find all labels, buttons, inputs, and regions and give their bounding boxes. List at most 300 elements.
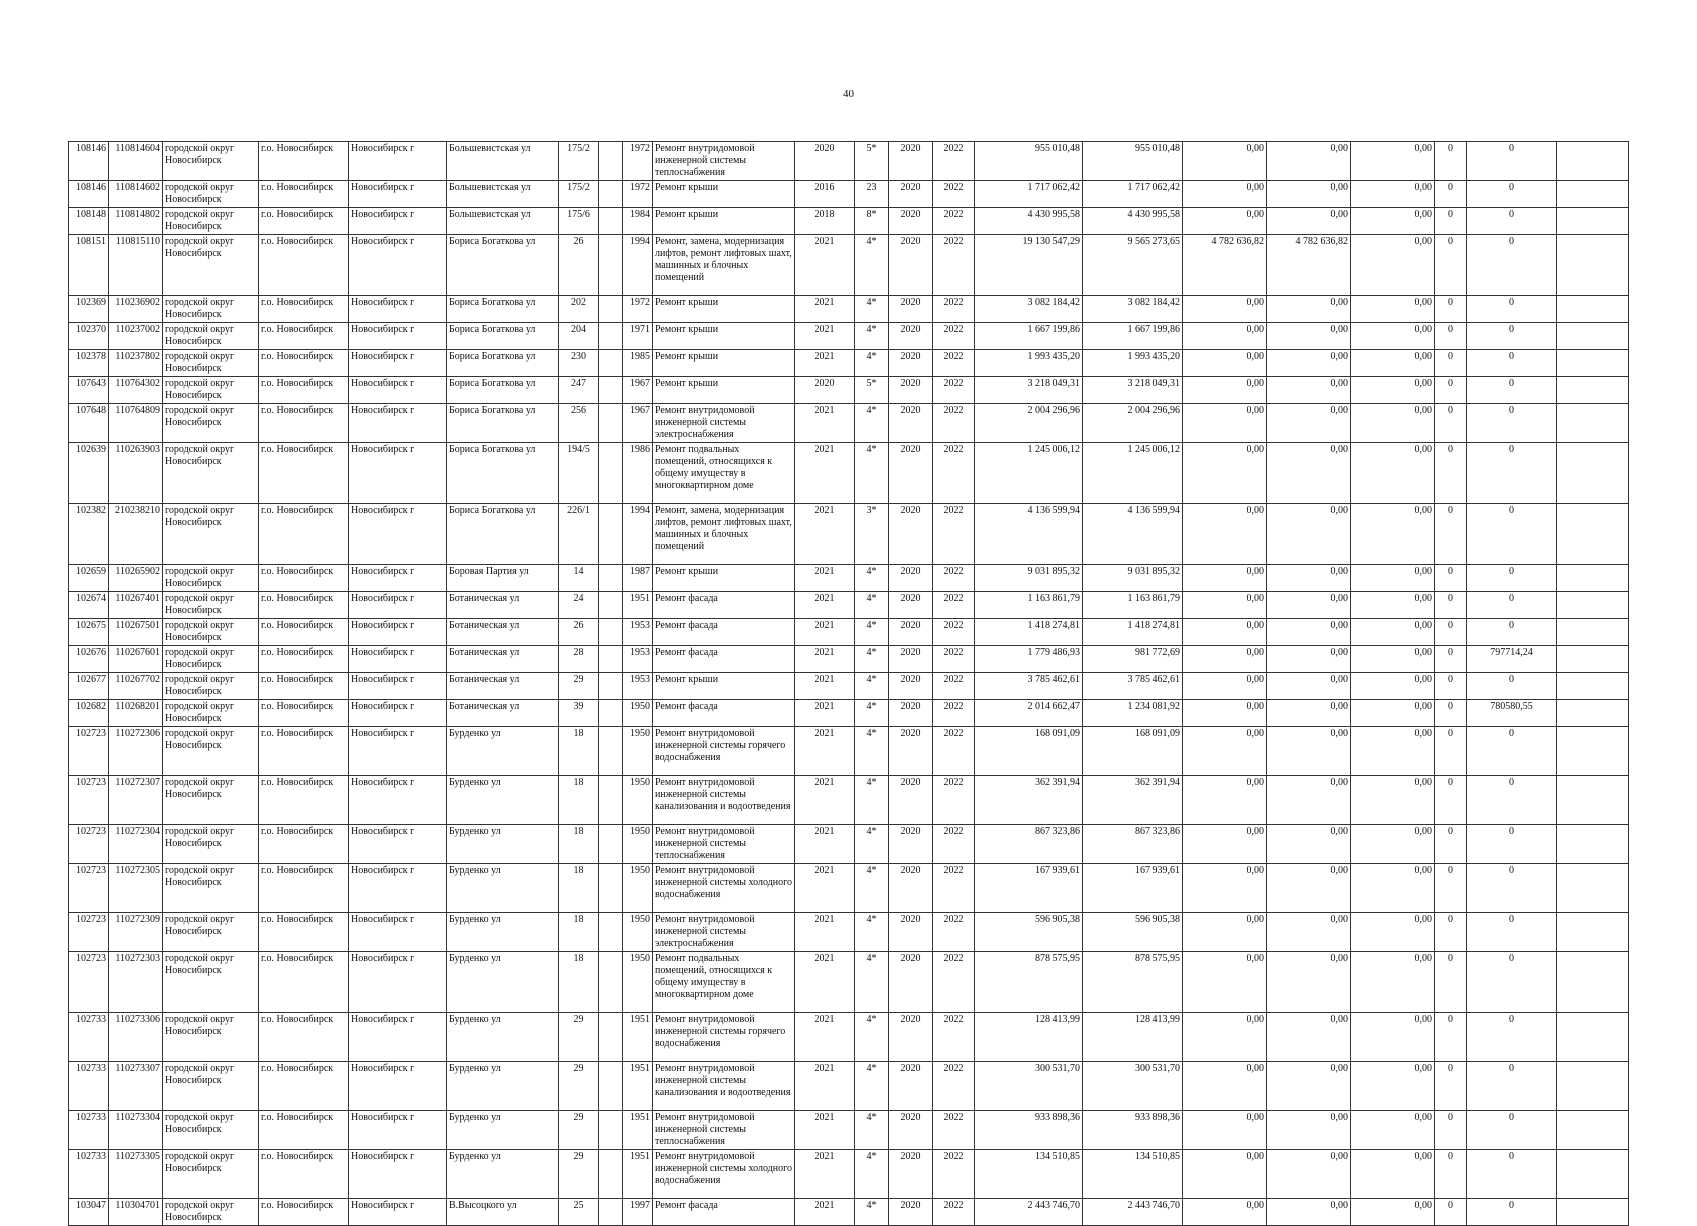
row-extra <box>599 296 623 323</box>
row-end-year: 2022 <box>933 1111 975 1150</box>
row-house: 24 <box>559 592 599 619</box>
row-settlement: г.о. Новосибирск <box>259 952 349 1013</box>
row-year: 1972 <box>623 142 653 181</box>
row-code: 110272304 <box>109 825 163 864</box>
row-district: городской округ Новосибирск <box>163 181 259 208</box>
row-subsidy-2: 0,00 <box>1267 565 1351 592</box>
row-fund-cost: 362 391,94 <box>1083 776 1183 825</box>
row-subsidy-4: 0 <box>1435 1111 1467 1150</box>
row-district: городской округ Новосибирск <box>163 1111 259 1150</box>
row-fund-cost: 3 082 184,42 <box>1083 296 1183 323</box>
row-house: 29 <box>559 1062 599 1111</box>
row-street: Большевистская ул <box>447 181 559 208</box>
row-subsidy-4: 0 <box>1435 350 1467 377</box>
row-id: 108151 <box>69 235 109 296</box>
row-plan-year: 2021 <box>795 592 855 619</box>
table-row <box>69 443 1629 504</box>
row-district: городской округ Новосибирск <box>163 377 259 404</box>
row-house: 226/1 <box>559 504 599 565</box>
row-owner-funds: 0 <box>1467 1013 1557 1062</box>
row-settlement: г.о. Новосибирск <box>259 1062 349 1111</box>
row-house: 25 <box>559 1199 599 1226</box>
repair-program-table <box>68 141 1629 1226</box>
row-work: Ремонт фасада <box>653 1199 795 1226</box>
row-fund-cost: 9 565 273,65 <box>1083 235 1183 296</box>
row-settlement: г.о. Новосибирск <box>259 208 349 235</box>
row-note <box>1557 350 1629 377</box>
row-settlement: г.о. Новосибирск <box>259 296 349 323</box>
table-row <box>69 646 1629 673</box>
row-district: городской округ Новосибирск <box>163 565 259 592</box>
row-year: 1953 <box>623 619 653 646</box>
row-subsidy-3: 0,00 <box>1351 1199 1435 1226</box>
row-note <box>1557 181 1629 208</box>
row-city: Новосибирск г <box>349 825 447 864</box>
row-work: Ремонт фасада <box>653 646 795 673</box>
row-owner-funds: 0 <box>1467 443 1557 504</box>
row-street: Бориса Богаткова ул <box>447 443 559 504</box>
row-total-cost: 300 531,70 <box>975 1062 1083 1111</box>
row-fund-cost: 867 323,86 <box>1083 825 1183 864</box>
row-city: Новосибирск г <box>349 565 447 592</box>
table-row <box>69 619 1629 646</box>
row-work: Ремонт внутридомовой инженерной системы теплоснабжения <box>653 825 795 864</box>
row-house: 29 <box>559 1111 599 1150</box>
row-street: Бориса Богаткова ул <box>447 323 559 350</box>
row-work: Ремонт крыши <box>653 296 795 323</box>
row-code: 110272305 <box>109 864 163 913</box>
row-fund-cost: 2 443 746,70 <box>1083 1199 1183 1226</box>
row-extra <box>599 323 623 350</box>
table-row <box>69 776 1629 825</box>
row-extra <box>599 142 623 181</box>
row-end-year: 2022 <box>933 1062 975 1111</box>
row-end-year: 2022 <box>933 504 975 565</box>
row-id: 102674 <box>69 592 109 619</box>
row-id: 108146 <box>69 142 109 181</box>
table-row <box>69 1013 1629 1062</box>
row-district: городской округ Новосибирск <box>163 235 259 296</box>
row-note <box>1557 404 1629 443</box>
row-extra <box>599 619 623 646</box>
row-total-cost: 1 667 199,86 <box>975 323 1083 350</box>
row-extra <box>599 443 623 504</box>
row-end-year: 2022 <box>933 913 975 952</box>
row-house: 26 <box>559 619 599 646</box>
row-code: 110814604 <box>109 142 163 181</box>
row-subsidy-1: 0,00 <box>1183 323 1267 350</box>
row-subsidy-1: 0,00 <box>1183 952 1267 1013</box>
row-extra <box>599 350 623 377</box>
row-code: 110815110 <box>109 235 163 296</box>
row-subsidy-3: 0,00 <box>1351 443 1435 504</box>
row-district: городской округ Новосибирск <box>163 1199 259 1226</box>
row-city: Новосибирск г <box>349 323 447 350</box>
row-extra <box>599 377 623 404</box>
row-start-year: 2020 <box>889 727 933 776</box>
row-settlement: г.о. Новосибирск <box>259 776 349 825</box>
row-end-year: 2022 <box>933 377 975 404</box>
row-city: Новосибирск г <box>349 350 447 377</box>
row-note <box>1557 864 1629 913</box>
row-note <box>1557 1150 1629 1199</box>
row-category: 4* <box>855 1150 889 1199</box>
row-fund-cost: 167 939,61 <box>1083 864 1183 913</box>
row-end-year: 2022 <box>933 404 975 443</box>
row-category: 4* <box>855 727 889 776</box>
row-category: 4* <box>855 350 889 377</box>
row-code: 110267702 <box>109 673 163 700</box>
row-subsidy-2: 0,00 <box>1267 404 1351 443</box>
row-subsidy-2: 0,00 <box>1267 377 1351 404</box>
row-district: городской округ Новосибирск <box>163 1013 259 1062</box>
row-extra <box>599 646 623 673</box>
row-extra <box>599 825 623 864</box>
row-category: 4* <box>855 825 889 864</box>
row-house: 14 <box>559 565 599 592</box>
row-subsidy-4: 0 <box>1435 142 1467 181</box>
row-year: 1986 <box>623 443 653 504</box>
row-category: 4* <box>855 565 889 592</box>
row-plan-year: 2021 <box>795 952 855 1013</box>
row-category: 4* <box>855 592 889 619</box>
row-work: Ремонт фасада <box>653 619 795 646</box>
table-row <box>69 1199 1629 1226</box>
table-row <box>69 673 1629 700</box>
row-subsidy-3: 0,00 <box>1351 619 1435 646</box>
row-work: Ремонт подвальных помещений, относящихся к общему имуществу в многоквартирном доме <box>653 443 795 504</box>
row-category: 4* <box>855 323 889 350</box>
row-code: 110272306 <box>109 727 163 776</box>
row-year: 1972 <box>623 181 653 208</box>
row-fund-cost: 4 430 995,58 <box>1083 208 1183 235</box>
row-subsidy-3: 0,00 <box>1351 776 1435 825</box>
row-city: Новосибирск г <box>349 700 447 727</box>
row-code: 110764302 <box>109 377 163 404</box>
table-row <box>69 864 1629 913</box>
row-total-cost: 2 443 746,70 <box>975 1199 1083 1226</box>
row-subsidy-3: 0,00 <box>1351 208 1435 235</box>
row-subsidy-2: 0,00 <box>1267 776 1351 825</box>
row-note <box>1557 619 1629 646</box>
row-subsidy-4: 0 <box>1435 727 1467 776</box>
row-year: 1972 <box>623 296 653 323</box>
row-settlement: г.о. Новосибирск <box>259 235 349 296</box>
row-district: городской округ Новосибирск <box>163 443 259 504</box>
row-subsidy-4: 0 <box>1435 1150 1467 1199</box>
row-code: 210238210 <box>109 504 163 565</box>
row-city: Новосибирск г <box>349 727 447 776</box>
row-code: 110273307 <box>109 1062 163 1111</box>
row-district: городской округ Новосибирск <box>163 592 259 619</box>
row-id: 108146 <box>69 181 109 208</box>
row-subsidy-1: 0,00 <box>1183 1111 1267 1150</box>
row-city: Новосибирск г <box>349 142 447 181</box>
row-city: Новосибирск г <box>349 1062 447 1111</box>
row-street: Бориса Богаткова ул <box>447 296 559 323</box>
row-subsidy-1: 0,00 <box>1183 377 1267 404</box>
row-subsidy-1: 0,00 <box>1183 296 1267 323</box>
row-district: городской округ Новосибирск <box>163 825 259 864</box>
row-owner-funds: 0 <box>1467 235 1557 296</box>
row-house: 18 <box>559 952 599 1013</box>
row-subsidy-2: 0,00 <box>1267 1062 1351 1111</box>
row-id: 102369 <box>69 296 109 323</box>
row-fund-cost: 1 163 861,79 <box>1083 592 1183 619</box>
row-start-year: 2020 <box>889 592 933 619</box>
row-fund-cost: 955 010,48 <box>1083 142 1183 181</box>
row-end-year: 2022 <box>933 1013 975 1062</box>
row-id: 102370 <box>69 323 109 350</box>
row-plan-year: 2021 <box>795 825 855 864</box>
row-code: 110272303 <box>109 952 163 1013</box>
row-owner-funds: 0 <box>1467 142 1557 181</box>
row-fund-cost: 596 905,38 <box>1083 913 1183 952</box>
row-category: 5* <box>855 142 889 181</box>
row-total-cost: 128 413,99 <box>975 1013 1083 1062</box>
row-street: Бурденко ул <box>447 1150 559 1199</box>
row-subsidy-2: 0,00 <box>1267 443 1351 504</box>
row-work: Ремонт внутридомовой инженерной системы холодного водоснабжения <box>653 1150 795 1199</box>
row-total-cost: 1 245 006,12 <box>975 443 1083 504</box>
row-id: 102723 <box>69 727 109 776</box>
row-plan-year: 2021 <box>795 1111 855 1150</box>
row-total-cost: 878 575,95 <box>975 952 1083 1013</box>
row-id: 102733 <box>69 1013 109 1062</box>
row-district: городской округ Новосибирск <box>163 323 259 350</box>
row-subsidy-1: 0,00 <box>1183 1013 1267 1062</box>
row-street: Ботаническая ул <box>447 619 559 646</box>
row-id: 102723 <box>69 864 109 913</box>
row-subsidy-2: 0,00 <box>1267 646 1351 673</box>
row-owner-funds: 0 <box>1467 825 1557 864</box>
row-end-year: 2022 <box>933 776 975 825</box>
row-owner-funds: 0 <box>1467 1150 1557 1199</box>
row-extra <box>599 404 623 443</box>
row-street: Бориса Богаткова ул <box>447 377 559 404</box>
row-subsidy-1: 0,00 <box>1183 565 1267 592</box>
row-end-year: 2022 <box>933 181 975 208</box>
row-street: Бурденко ул <box>447 1013 559 1062</box>
row-fund-cost: 2 004 296,96 <box>1083 404 1183 443</box>
row-district: городской округ Новосибирск <box>163 208 259 235</box>
table-row <box>69 377 1629 404</box>
row-note <box>1557 1062 1629 1111</box>
row-district: городской округ Новосибирск <box>163 913 259 952</box>
row-subsidy-1: 0,00 <box>1183 1199 1267 1226</box>
row-category: 4* <box>855 673 889 700</box>
table-row <box>69 181 1629 208</box>
row-subsidy-1: 0,00 <box>1183 864 1267 913</box>
row-subsidy-3: 0,00 <box>1351 504 1435 565</box>
row-settlement: г.о. Новосибирск <box>259 350 349 377</box>
row-id: 107643 <box>69 377 109 404</box>
row-subsidy-4: 0 <box>1435 1013 1467 1062</box>
row-start-year: 2020 <box>889 1150 933 1199</box>
row-settlement: г.о. Новосибирск <box>259 673 349 700</box>
row-settlement: г.о. Новосибирск <box>259 646 349 673</box>
row-end-year: 2022 <box>933 825 975 864</box>
row-house: 29 <box>559 1013 599 1062</box>
row-fund-cost: 4 136 599,94 <box>1083 504 1183 565</box>
row-total-cost: 362 391,94 <box>975 776 1083 825</box>
table-row <box>69 350 1629 377</box>
row-category: 4* <box>855 776 889 825</box>
row-house: 204 <box>559 323 599 350</box>
row-street: Боровая Партия ул <box>447 565 559 592</box>
row-year: 1950 <box>623 825 653 864</box>
row-category: 5* <box>855 377 889 404</box>
row-district: городской округ Новосибирск <box>163 619 259 646</box>
row-start-year: 2020 <box>889 350 933 377</box>
row-settlement: г.о. Новосибирск <box>259 913 349 952</box>
row-subsidy-2: 0,00 <box>1267 619 1351 646</box>
row-subsidy-1: 0,00 <box>1183 504 1267 565</box>
row-plan-year: 2021 <box>795 1199 855 1226</box>
row-start-year: 2020 <box>889 776 933 825</box>
row-extra <box>599 235 623 296</box>
row-street: Ботаническая ул <box>447 700 559 727</box>
row-district: городской округ Новосибирск <box>163 646 259 673</box>
row-fund-cost: 1 667 199,86 <box>1083 323 1183 350</box>
row-fund-cost: 1 245 006,12 <box>1083 443 1183 504</box>
row-category: 4* <box>855 913 889 952</box>
row-note <box>1557 592 1629 619</box>
row-end-year: 2022 <box>933 619 975 646</box>
row-category: 4* <box>855 952 889 1013</box>
row-plan-year: 2021 <box>795 646 855 673</box>
row-total-cost: 867 323,86 <box>975 825 1083 864</box>
row-note <box>1557 1013 1629 1062</box>
row-year: 1985 <box>623 350 653 377</box>
row-year: 1953 <box>623 673 653 700</box>
row-total-cost: 2 014 662,47 <box>975 700 1083 727</box>
row-subsidy-1: 0,00 <box>1183 350 1267 377</box>
row-plan-year: 2021 <box>795 323 855 350</box>
row-extra <box>599 673 623 700</box>
row-subsidy-2: 4 782 636,82 <box>1267 235 1351 296</box>
row-plan-year: 2016 <box>795 181 855 208</box>
row-plan-year: 2021 <box>795 700 855 727</box>
row-subsidy-3: 0,00 <box>1351 323 1435 350</box>
row-city: Новосибирск г <box>349 504 447 565</box>
row-owner-funds: 0 <box>1467 727 1557 776</box>
row-note <box>1557 700 1629 727</box>
row-start-year: 2020 <box>889 913 933 952</box>
row-code: 110273306 <box>109 1013 163 1062</box>
row-plan-year: 2021 <box>795 776 855 825</box>
row-end-year: 2022 <box>933 1150 975 1199</box>
row-subsidy-3: 0,00 <box>1351 350 1435 377</box>
row-subsidy-3: 0,00 <box>1351 296 1435 323</box>
row-work: Ремонт крыши <box>653 377 795 404</box>
row-start-year: 2020 <box>889 825 933 864</box>
row-id: 102723 <box>69 913 109 952</box>
row-id: 102675 <box>69 619 109 646</box>
row-subsidy-1: 0,00 <box>1183 1062 1267 1111</box>
row-category: 4* <box>855 1199 889 1226</box>
row-subsidy-4: 0 <box>1435 208 1467 235</box>
row-district: городской округ Новосибирск <box>163 864 259 913</box>
row-work: Ремонт внутридомовой инженерной системы горячего водоснабжения <box>653 727 795 776</box>
row-code: 110237002 <box>109 323 163 350</box>
table-row <box>69 142 1629 181</box>
row-house: 26 <box>559 235 599 296</box>
row-extra <box>599 952 623 1013</box>
row-house: 230 <box>559 350 599 377</box>
row-note <box>1557 443 1629 504</box>
row-city: Новосибирск г <box>349 646 447 673</box>
row-city: Новосибирск г <box>349 1013 447 1062</box>
row-settlement: г.о. Новосибирск <box>259 181 349 208</box>
row-id: 102733 <box>69 1062 109 1111</box>
row-end-year: 2022 <box>933 646 975 673</box>
row-city: Новосибирск г <box>349 952 447 1013</box>
row-house: 256 <box>559 404 599 443</box>
row-note <box>1557 504 1629 565</box>
row-subsidy-3: 0,00 <box>1351 727 1435 776</box>
row-category: 4* <box>855 296 889 323</box>
row-subsidy-2: 0,00 <box>1267 1111 1351 1150</box>
row-start-year: 2020 <box>889 565 933 592</box>
row-street: Бориса Богаткова ул <box>447 504 559 565</box>
row-settlement: г.о. Новосибирск <box>259 404 349 443</box>
row-category: 4* <box>855 619 889 646</box>
row-year: 1951 <box>623 1013 653 1062</box>
row-total-cost: 9 031 895,32 <box>975 565 1083 592</box>
row-owner-funds: 0 <box>1467 864 1557 913</box>
row-street: Бориса Богаткова ул <box>447 350 559 377</box>
row-city: Новосибирск г <box>349 377 447 404</box>
table-row <box>69 296 1629 323</box>
row-city: Новосибирск г <box>349 913 447 952</box>
row-subsidy-2: 0,00 <box>1267 727 1351 776</box>
row-subsidy-4: 0 <box>1435 619 1467 646</box>
row-owner-funds: 0 <box>1467 952 1557 1013</box>
row-total-cost: 3 218 049,31 <box>975 377 1083 404</box>
row-start-year: 2020 <box>889 952 933 1013</box>
row-subsidy-3: 0,00 <box>1351 1013 1435 1062</box>
row-start-year: 2020 <box>889 673 933 700</box>
row-subsidy-2: 0,00 <box>1267 181 1351 208</box>
row-subsidy-3: 0,00 <box>1351 646 1435 673</box>
row-category: 4* <box>855 1013 889 1062</box>
row-year: 1984 <box>623 208 653 235</box>
row-work: Ремонт внутридомовой инженерной системы горячего водоснабжения <box>653 1013 795 1062</box>
row-work: Ремонт внутридомовой инженерной системы канализования и водоотведения <box>653 1062 795 1111</box>
row-fund-cost: 168 091,09 <box>1083 727 1183 776</box>
row-total-cost: 4 136 599,94 <box>975 504 1083 565</box>
row-total-cost: 596 905,38 <box>975 913 1083 952</box>
row-subsidy-4: 0 <box>1435 592 1467 619</box>
row-year: 1951 <box>623 1150 653 1199</box>
row-note <box>1557 1111 1629 1150</box>
row-id: 102733 <box>69 1111 109 1150</box>
row-year: 1953 <box>623 646 653 673</box>
row-subsidy-4: 0 <box>1435 1062 1467 1111</box>
row-plan-year: 2020 <box>795 142 855 181</box>
row-end-year: 2022 <box>933 864 975 913</box>
row-plan-year: 2021 <box>795 565 855 592</box>
row-code: 110267501 <box>109 619 163 646</box>
row-year: 1951 <box>623 592 653 619</box>
row-plan-year: 2021 <box>795 443 855 504</box>
row-house: 18 <box>559 776 599 825</box>
table-row <box>69 235 1629 296</box>
table-row <box>69 825 1629 864</box>
row-city: Новосибирск г <box>349 404 447 443</box>
row-work: Ремонт крыши <box>653 323 795 350</box>
